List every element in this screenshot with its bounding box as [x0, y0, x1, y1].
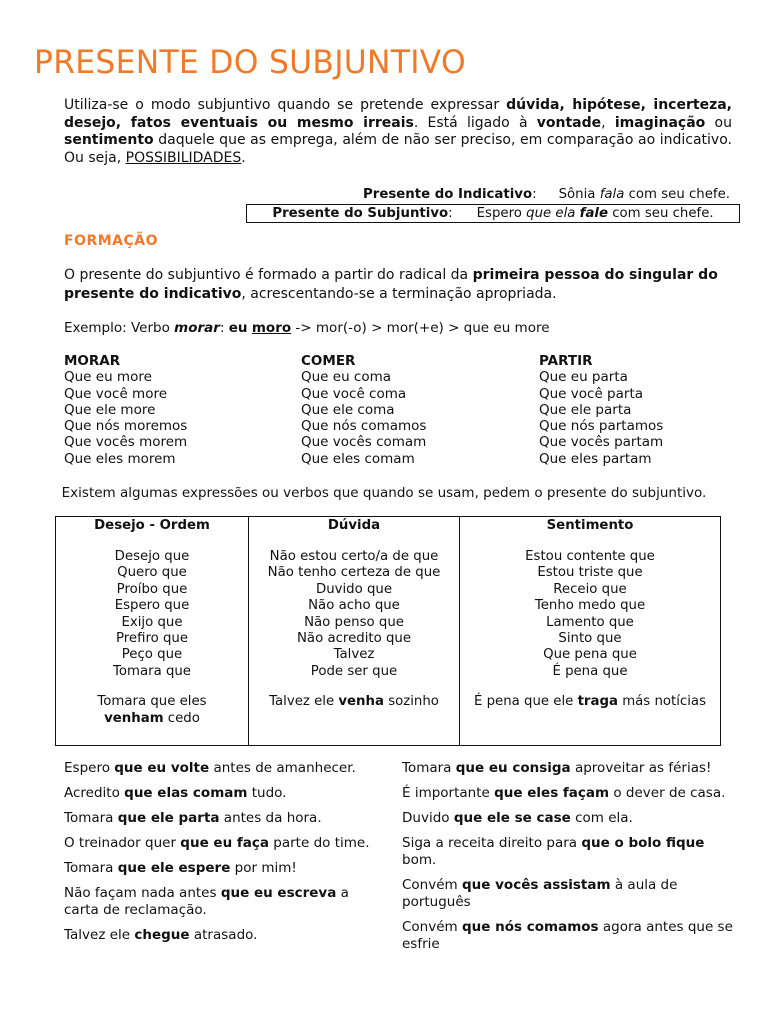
expression-item: Quero que: [117, 565, 187, 581]
exemplo-eu: eu: [228, 320, 248, 336]
exemplo-verb: morar: [174, 320, 220, 336]
intro-bold-terms: dúvida, hipótese, incerteza, desejo, fatos eventuais ou mesmo irreais: [64, 97, 732, 131]
intro-text: daquele que as emprega, além de não ser preciso, em comparação ao indicativo. Ou seja,: [64, 132, 732, 166]
expression-item: Sinto que: [558, 631, 622, 647]
expression-item: Não penso que: [304, 614, 404, 630]
expression-item: Proíbo que: [116, 581, 188, 597]
example-bold: que elas comam: [124, 785, 248, 801]
expression-item: Lamento que: [546, 614, 634, 630]
example-text: antes de amanhecer.: [209, 760, 356, 776]
conjugation-form: Que vocês partam: [539, 434, 664, 451]
exemplo-moro: moro: [251, 320, 292, 336]
example-text: atrasado.: [189, 927, 258, 943]
intro-bold-sentimento: sentimento: [64, 132, 154, 148]
expression-item: Prefiro que: [115, 631, 189, 647]
intro-underline-possibilidades: POSSIBILIDADES: [125, 149, 242, 166]
example-sentence: [402, 810, 742, 827]
expression-item: Não acho que: [308, 598, 400, 614]
conjugation-form: Que vocês morem: [64, 434, 188, 451]
column-heading: Sentimento: [546, 518, 634, 533]
lead-sentence: Existem algumas expressões ou verbos que quando se usam, pedem o presente do subjuntivo.: [61, 485, 707, 501]
subjuntivo-sentence: [477, 206, 714, 221]
subjuntivo-colon: :: [448, 206, 453, 221]
expression-item: Estou triste que: [537, 565, 643, 581]
indicativo-sentence: [559, 187, 730, 202]
expression-item: Não estou certo/a de que: [269, 549, 439, 564]
expression-item: Estou contente que: [525, 549, 655, 564]
examples-right-column: [402, 760, 742, 961]
expression-item: Desejo que: [114, 549, 190, 564]
example-bold: que ele se case: [453, 810, 571, 826]
indicativo-verb: fala: [599, 187, 625, 202]
example-text: agora antes que se esfrie: [402, 919, 733, 952]
example-sentence: [64, 785, 374, 802]
example-bold: que eu volte: [114, 760, 210, 776]
example-bold: que eu consiga: [455, 760, 571, 776]
conjugation-form: Que ele more: [64, 401, 156, 418]
column-example-text: Tomara que eles: [97, 694, 207, 710]
example-text: Siga a receita direito para: [402, 835, 582, 851]
example-sentence: [402, 877, 742, 911]
expression-item: Que pena que: [543, 647, 637, 663]
example-bold: que o bolo fique: [581, 835, 705, 851]
example-sentence: [64, 760, 374, 777]
column-items: [460, 549, 720, 680]
example-bold: que ele espere: [117, 860, 231, 876]
column-example: [56, 694, 248, 727]
example-text: Tomara: [402, 760, 456, 776]
expression-item: Não acredito que: [296, 631, 412, 647]
table-column-duvida: [249, 517, 460, 746]
conjugation-partir: [539, 353, 663, 467]
example-sentence: [64, 885, 374, 919]
example-sentence: [402, 785, 742, 802]
expressions-table: [55, 516, 721, 746]
conjugation-form: Que nós comamos: [301, 418, 427, 435]
expression-item: Talvez: [333, 647, 375, 663]
conjugation-form: Que você coma: [301, 385, 407, 402]
expression-item: Tomara que: [113, 663, 191, 679]
section-heading-formacao: FORMAÇÃO: [64, 233, 159, 249]
exemplo-text: -> mor(-o) > mor(+e) > que eu more: [291, 320, 550, 336]
conjugation-form: Que eles morem: [64, 450, 176, 467]
column-example-text: sozinho: [383, 694, 439, 710]
example-sentence: [402, 919, 742, 953]
example-bold: que eu escreva: [220, 885, 337, 901]
expression-item: Não tenho certeza de que: [267, 565, 441, 581]
column-example-text: cedo: [163, 710, 200, 726]
conjugation-form: Que eu more: [64, 369, 152, 386]
example-bold: que nós comamos: [461, 919, 599, 935]
intro-paragraph: [64, 97, 732, 167]
expression-item: Pode ser que: [310, 663, 398, 679]
page-title: PRESENTE DO SUBJUNTIVO: [34, 43, 466, 81]
examples-left-column: [64, 760, 374, 952]
example-text: Acredito: [64, 785, 125, 801]
indicativo-text: com seu chefe.: [624, 187, 730, 202]
column-example-verb: traga: [577, 694, 618, 710]
conjugation-heading: COMER: [301, 353, 356, 369]
column-example-text: más notícias: [617, 694, 707, 710]
example-text: É importante: [402, 785, 495, 801]
example-text: Duvido: [402, 810, 454, 826]
expression-item: Receio que: [553, 581, 627, 597]
column-items: [249, 549, 459, 680]
conjugation-form: Que nós moremos: [64, 418, 188, 435]
example-bold: que eles façam: [494, 785, 610, 801]
intro-bold-imaginacao: imaginação: [614, 114, 706, 131]
conjugation-form: Que eu coma: [301, 369, 392, 386]
example-text: tudo.: [247, 785, 287, 801]
example-text: Tomara: [64, 860, 118, 876]
intro-text: .: [241, 149, 246, 166]
example-bold: que eu faça: [180, 835, 269, 851]
intro-text: Utiliza-se o modo subjuntivo quando se pretende expressar: [64, 97, 507, 113]
subjuntivo-label: Presente do Subjuntivo: [272, 206, 449, 221]
column-example: [460, 694, 720, 710]
intro-text: ou: [705, 114, 732, 131]
example-subjuntivo-box: [246, 204, 740, 223]
conjugation-form: Que eles comam: [301, 450, 415, 467]
example-text: Talvez ele: [64, 927, 135, 943]
example-text: antes da hora.: [219, 810, 322, 826]
example-text: Espero: [64, 760, 115, 776]
expression-item: Peço que: [121, 647, 183, 663]
example-text: Tomara: [64, 810, 118, 826]
example-indicativo: [363, 187, 730, 202]
intro-bold-vontade: vontade: [536, 114, 602, 131]
column-heading: Dúvida: [327, 518, 381, 533]
expression-item: Espero que: [114, 598, 190, 614]
conjugation-heading: MORAR: [64, 353, 121, 369]
subjuntivo-que-ela: que ela: [526, 206, 580, 221]
example-sentence: [64, 835, 374, 852]
example-sentence: [64, 927, 374, 944]
expression-item: Duvido que: [315, 581, 393, 597]
formation-bold: primeira pessoa do singular do presente do indicativo: [64, 267, 718, 302]
example-text: bom.: [402, 852, 437, 868]
conjugation-form: Que eles partam: [539, 450, 652, 467]
formation-text: , acrescentando-se a terminação apropriada.: [241, 286, 557, 302]
example-text: O treinador quer: [64, 835, 181, 851]
example-bold: que ele parta: [117, 810, 220, 826]
conjugation-heading: PARTIR: [539, 353, 593, 369]
subjuntivo-verb: fale: [579, 206, 608, 221]
example-text: parte do time.: [269, 835, 370, 851]
conjugation-form: Que você parta: [539, 385, 644, 402]
intro-text: ,: [601, 114, 615, 131]
example-sentence: [64, 810, 374, 827]
table-column-desejo: [56, 517, 249, 746]
conjugation-form: Que nós partamos: [539, 418, 664, 435]
example-sentence: [402, 760, 742, 777]
conjugation-form: Que ele coma: [301, 401, 395, 418]
indicativo-colon: :: [532, 187, 537, 202]
conjugation-form: Que eu parta: [539, 369, 628, 386]
table-column-sentimento: [460, 517, 721, 746]
example-text: Convém: [402, 919, 462, 935]
exemplo-line: [64, 320, 550, 336]
column-example-text: Talvez ele: [269, 694, 339, 710]
conjugation-morar: [64, 353, 187, 467]
expression-item: É pena que: [552, 663, 628, 679]
column-example-verb: venham: [104, 710, 164, 726]
conjugation-comer: [301, 353, 426, 467]
example-text: à aula de português: [402, 877, 678, 910]
example-text: Não façam nada antes: [64, 885, 221, 901]
conjugation-form: Que ele parta: [539, 401, 632, 418]
exemplo-text: Exemplo: Verbo: [64, 320, 175, 336]
formation-paragraph: [64, 266, 732, 304]
example-text: o dever de casa.: [609, 785, 726, 801]
subjuntivo-text: com seu chefe.: [608, 206, 714, 221]
intro-text: . Está ligado à: [413, 114, 537, 131]
example-text: Convém: [402, 877, 462, 893]
expression-item: Tenho medo que: [534, 598, 646, 614]
column-example-verb: venha: [338, 694, 384, 710]
example-text: com ela.: [570, 810, 633, 826]
example-bold: que vocês assistam: [461, 877, 611, 893]
exemplo-text: :: [219, 320, 229, 336]
example-text: por mim!: [230, 860, 297, 876]
formation-text: O presente do subjuntivo é formado a partir do radical da: [64, 267, 473, 283]
column-example-text: É pena que ele: [473, 694, 578, 710]
conjugation-form: Que vocês comam: [301, 434, 427, 451]
indicativo-label: Presente do Indicativo: [363, 187, 533, 202]
column-items: [56, 549, 248, 680]
expression-item: Exijo que: [121, 614, 183, 630]
column-example: [249, 694, 459, 710]
example-text: aproveitar as férias!: [570, 760, 712, 776]
conjugation-form: Que você more: [64, 385, 168, 402]
column-heading: Desejo - Ordem: [94, 518, 210, 533]
example-text: a carta de reclamação.: [64, 885, 349, 918]
subjuntivo-text: Espero: [476, 206, 527, 221]
example-sentence: [402, 835, 742, 869]
example-bold: chegue: [134, 927, 190, 943]
indicativo-text: Sônia: [558, 187, 600, 202]
example-sentence: [64, 860, 374, 877]
